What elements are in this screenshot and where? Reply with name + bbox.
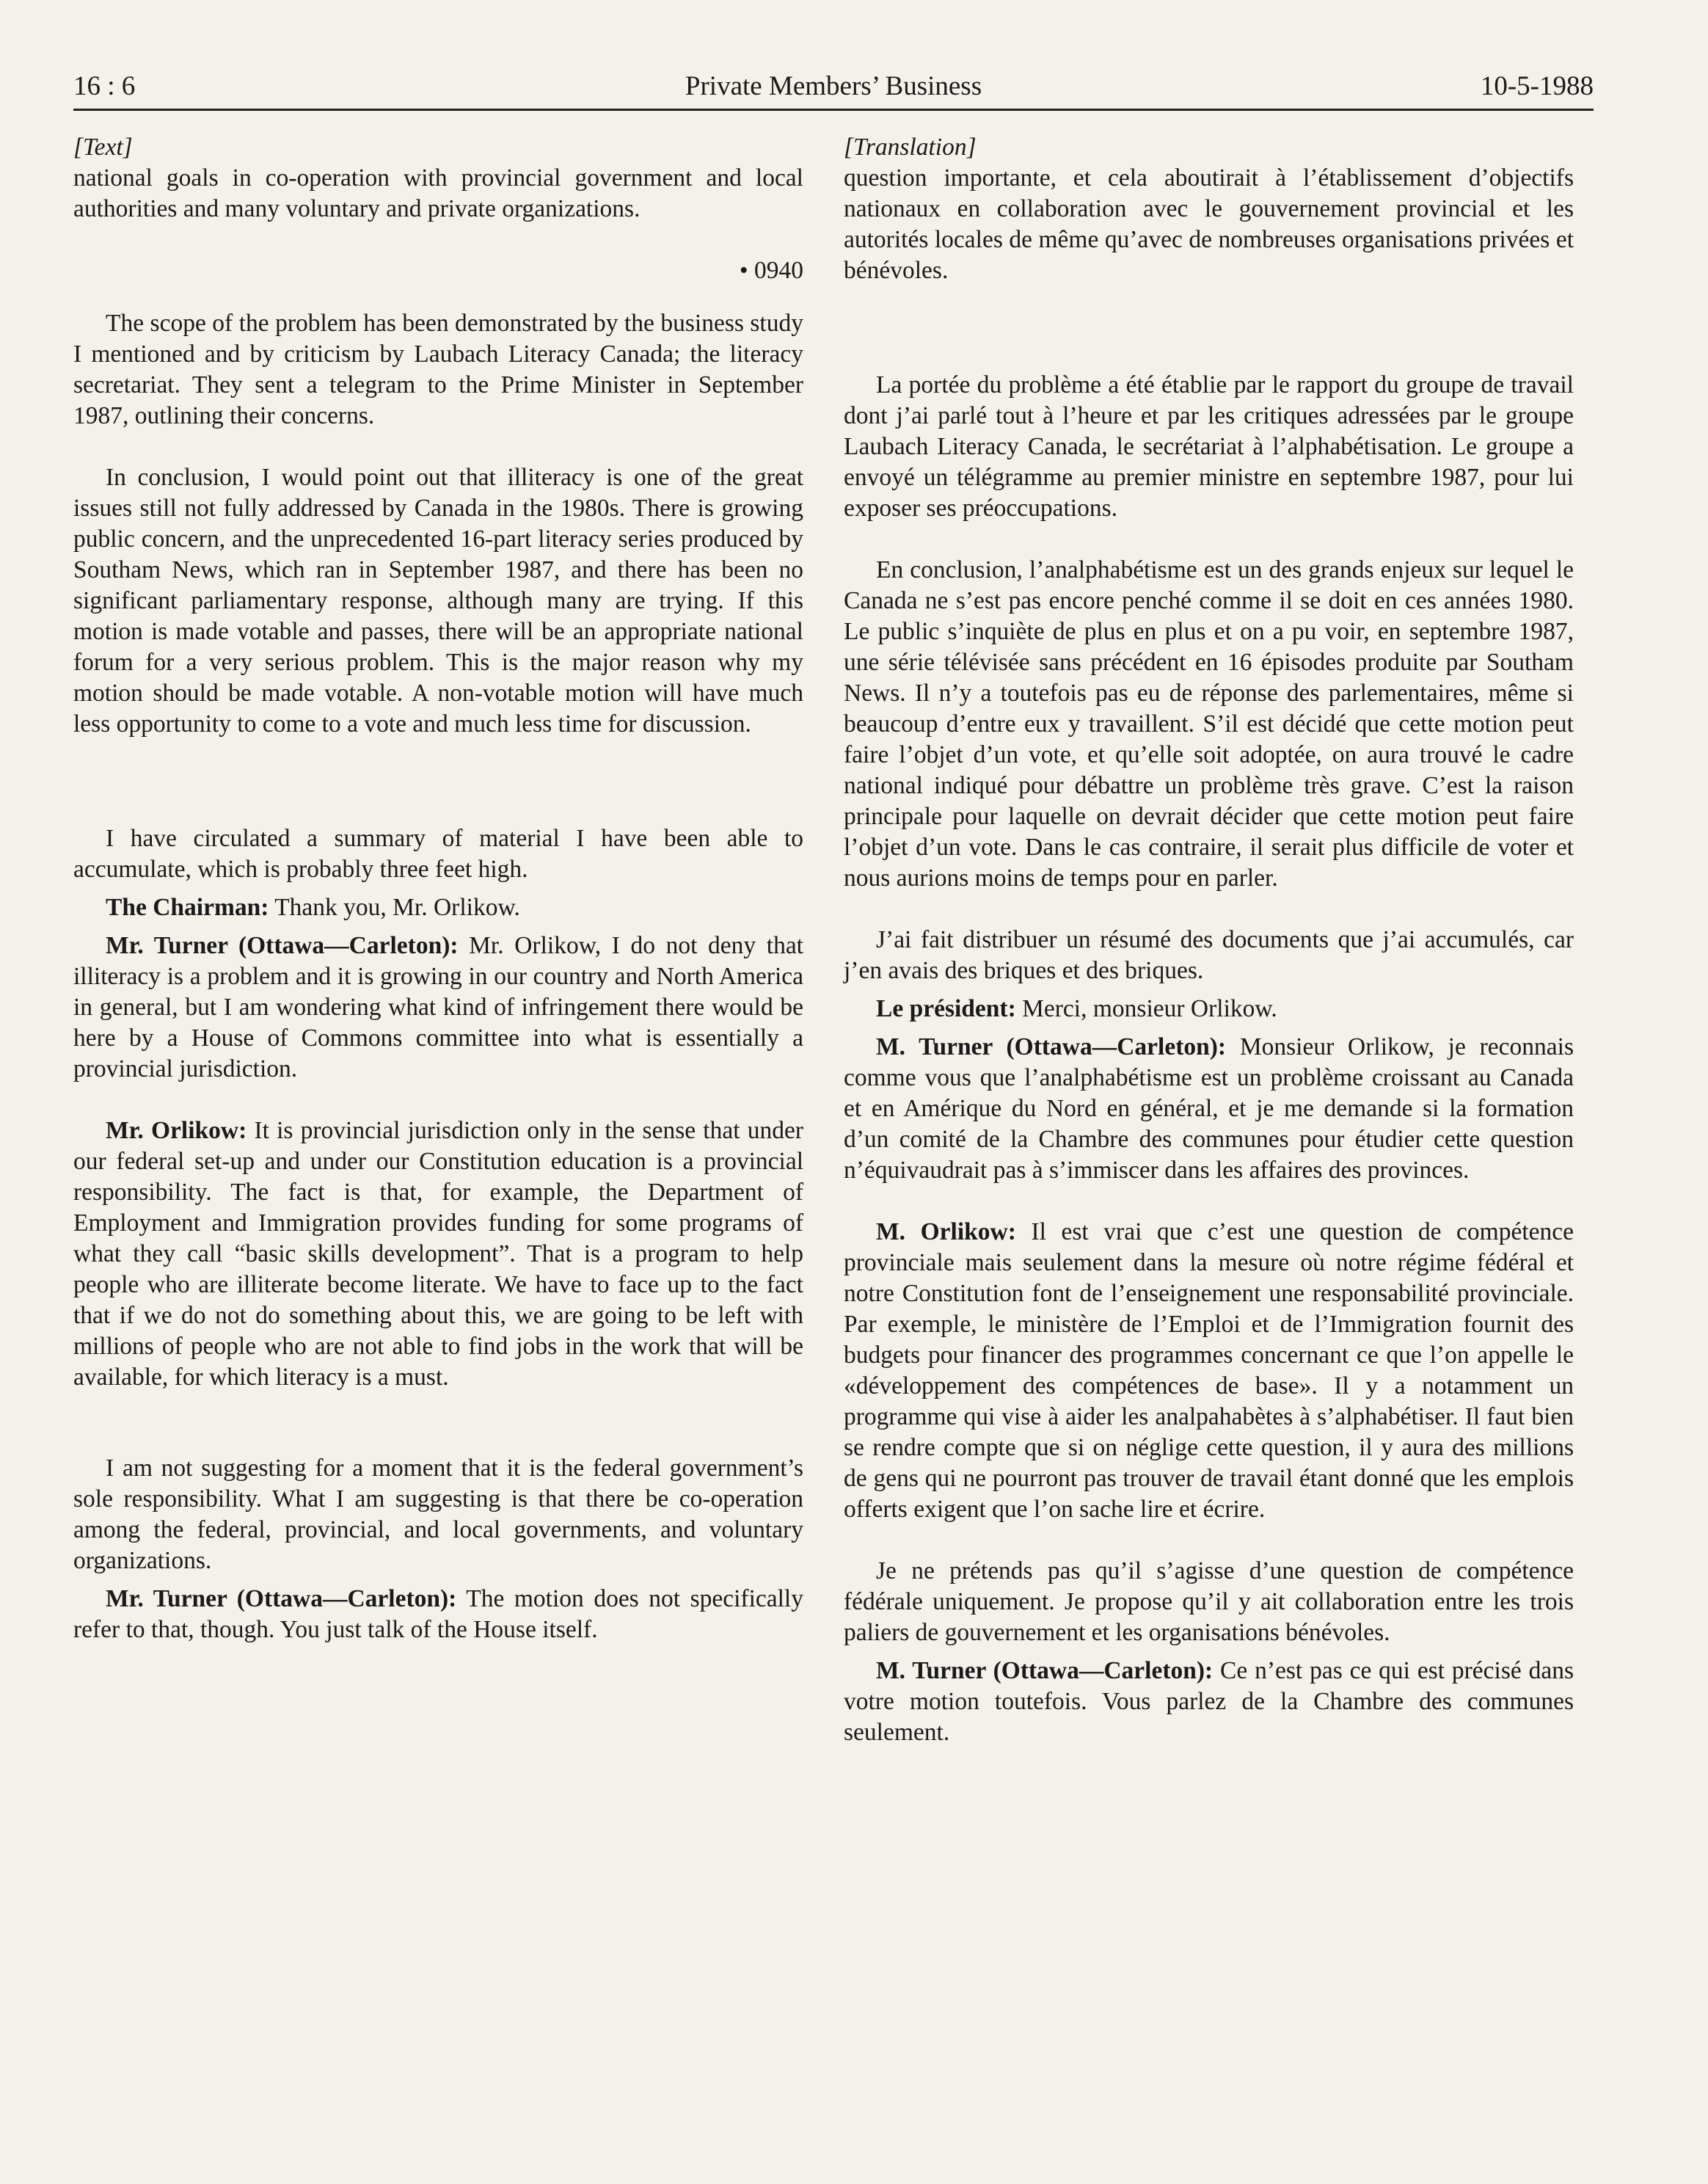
spacer: [73, 771, 803, 823]
speaker-paragraph: [844, 994, 1574, 1024]
speech-text: Monsieur Orlikow, je reconnais comme vous que l’analphabétisme est un problème croissant au Canada et en Amérique du Nord en général, et je me demande si la formation d’un comité de la Chambre des communes pour étudier cette question n’équivaudrait pas à s’immiscer dans les affaires des provinces.: [844, 1033, 1574, 1184]
english-column: [73, 132, 803, 1676]
page-header: [73, 70, 1594, 112]
speech-text: Il est vrai que c’est une question de compétence provinciale mais seulement dans la mesure où notre régime fédéral et notre Constitution font de l’enseignement une responsabilité provinciale. Par exemple, le ministère de l’Emploi et de l’Immigration fournit des budgets pour financer des programmes concernant ce que l’on appelle le «développement des compétences de base». Il y a notamment un programme qui vise à aider les analpahabètes à s’alphabétiser. Il faut bien se rendre compte que si on néglige cette question, il y aura des millions de gens qui ne pourront pas trouver de travail étant donné que les emplois offerts exigent que l’on sache lire et écrire.: [844, 1218, 1574, 1523]
paragraph: La portée du problème a été établie par le rapport du groupe de travail dont j’ai parlé tout à l’heure et par les critiques adressées par le groupe Laubach Literacy Canada, le secrétariat à l’alphabétisation. Le groupe a envoyé un télégramme au premier ministre en septembre 1987, pour lui exposer ses préoccupations.: [844, 371, 1574, 522]
paragraph: national goals in co-operation with provincial government and local authorities and many voluntary and private organizations.: [73, 164, 803, 222]
speaker-paragraph: [73, 1115, 803, 1393]
speaker-paragraph: [844, 1032, 1574, 1186]
speech-text: The motion does not specifically refer to that, though. You just talk of the House itself.: [73, 1585, 803, 1643]
speech-text: Thank you, Mr. Orlikow.: [269, 894, 520, 921]
speaker-name: The Chairman:: [106, 894, 269, 921]
paragraph: I am not suggesting for a moment that it is the federal government’s sole responsibility. What I am suggesting is that there be co-operation among the federal, provincial, and local governments, and voluntary organizations.: [73, 1455, 803, 1574]
speaker-name: Mr. Orlikow:: [106, 1117, 247, 1144]
speech-text: Ce n’est pas ce qui est précisé dans votre motion toutefois. Vous parlez de la Chambre des communes seulement.: [844, 1657, 1574, 1746]
speaker-paragraph: [73, 892, 803, 923]
page-date: 10-5-1988: [1480, 71, 1594, 101]
speaker-name: M. Orlikow:: [876, 1218, 1016, 1245]
paragraph: Je ne prétends pas qu’il s’agisse d’une question de compétence fédérale uniquement. Je propose qu’il y ait collaboration entre les trois paliers de gouvernement et les organisations bénévoles.: [844, 1557, 1574, 1646]
speech-text: Mr. Orlikow, I do not deny that illiteracy is a problem and it is growing in our country and North America in general, but I am wondering what kind of infringement there would be here by a House of Commons committee into what is essentially a provincial jurisdiction.: [73, 932, 803, 1082]
speaker-name: M. Turner (Ottawa—Carleton):: [876, 1657, 1214, 1684]
page-title: Private Members’ Business: [685, 71, 982, 101]
speaker-paragraph: [844, 1217, 1574, 1525]
speaker-name: M. Turner (Ottawa—Carleton):: [876, 1033, 1227, 1060]
paragraph: I have circulated a summary of material I have been able to accumulate, which is probably three feet high.: [73, 825, 803, 883]
paragraph: J’ai fait distribuer un résumé des documents que j’ai accumulés, car j’en avais des briques et des briques.: [844, 926, 1574, 984]
speech-text: Merci, monsieur Orlikow.: [1015, 995, 1277, 1022]
paragraph: In conclusion, I would point out that illiteracy is one of the great issues still not fully addressed by Canada in the 1980s. There is growing public concern, and the unprecedented 16-part literacy series produced by Southam News, which ran in September 1987, and there has been no significant parliamentary response, although many are trying. If this motion is made votable and passes, there will be an appropriate national forum for a very serious problem. This is the major reason why my motion should be made votable. A non-votable motion will have much less opportunity to come to a vote and much less time for discussion.: [73, 464, 803, 738]
timestamp: • 0940: [739, 257, 803, 284]
speaker-paragraph: [73, 931, 803, 1085]
speaker-name: Mr. Turner (Ottawa—Carleton):: [106, 932, 459, 959]
header-rule: [73, 109, 1594, 111]
speech-text: It is provincial jurisdiction only in the sense that under our federal set-up and under our Constitution education is a provincial responsibility. The fact is that, for example, the Department of Employment and Immigration provides funding for some programs of what they call “basic skills development”. That is a program to help people who are illiterate become literate. We have to face up to the fact that if we do not do something about this, we are going to be left with millions of people who are not able to find jobs in the work that will be available, for which literacy is a must.: [73, 1117, 803, 1391]
paragraph: question importante, et cela aboutirait à l’établissement d’objectifs nationaux en collaboration avec le gouvernement provincial et les autorités locales de même qu’avec de nombreuses organisations privées et bénévoles.: [844, 164, 1574, 284]
spacer: [844, 317, 1574, 370]
paragraph: The scope of the problem has been demonstrated by the business study I mentioned and by criticism by Laubach Literacy Canada; the literacy secretariat. They sent a telegram to the Prime Minister in September 1987, outlining their concerns.: [73, 310, 803, 429]
paragraph: En conclusion, l’analphabétisme est un des grands enjeux sur lequel le Canada ne s’est pas encore penché comme il se doit en ces années 1980. Le public s’inquiète de plus en plus et on a pu voir, en septembre 1987, une série télévisée sans précédent en 16 épisodes produite par Southam News. Il n’y a toutefois pas eu de réponse des parlementaires, même si beaucoup d’entre eux y travaillent. S’il est décidé que cette motion peut faire l’objet d’un vote, et qu’elle soit adoptée, on aura trouvé le cadre national indiqué pour débattre un problème très grave. C’est la raison principale pour laquelle on devrait décider que cette motion peut faire l’objet d’un vote. Dans le cas contraire, il serait plus difficile de voter et nous aurions moins de temps pour en parler.: [844, 556, 1574, 892]
translation-tag: [Translation]: [844, 134, 977, 161]
speaker-paragraph: [73, 1584, 803, 1645]
spacer: [73, 1424, 803, 1453]
speaker-paragraph: [844, 1656, 1574, 1748]
french-column: [844, 132, 1574, 1779]
speaker-name: Le président:: [876, 995, 1016, 1022]
speaker-name: Mr. Turner (Ottawa—Carleton):: [106, 1585, 457, 1612]
text-tag: [Text]: [73, 134, 133, 161]
page-number: 16 : 6: [73, 71, 136, 101]
